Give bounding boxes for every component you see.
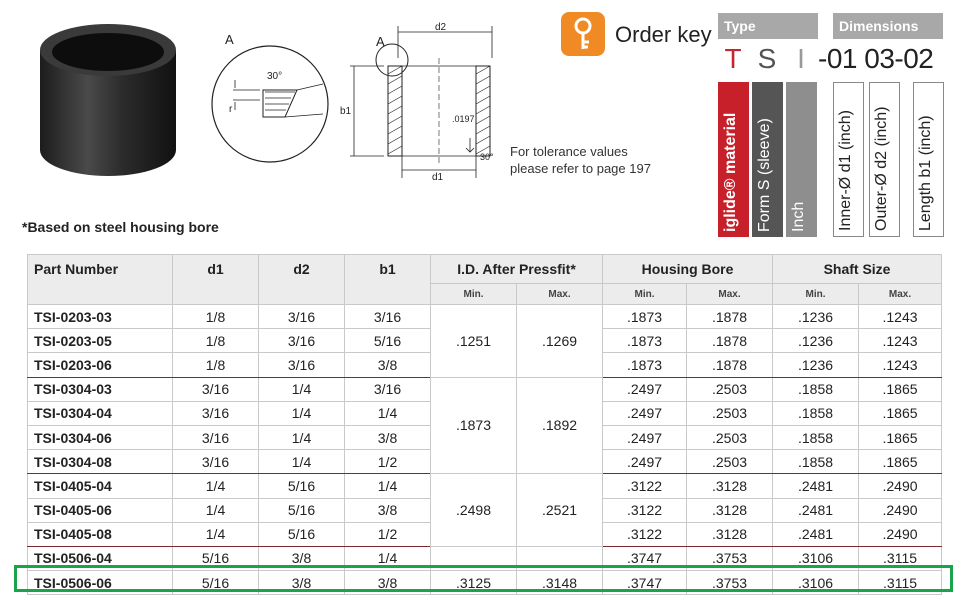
highlight-box: [14, 565, 953, 592]
cell-d2: 3/8: [259, 571, 345, 595]
cell-housing-min: .1873: [603, 305, 687, 329]
cell-d2: 1/4: [259, 450, 345, 474]
spec-table: [27, 254, 942, 595]
cell-part-number: TSI-0304-03: [28, 377, 173, 401]
cell-housing-min: .3747: [603, 546, 687, 570]
cell-housing-min: .3122: [603, 474, 687, 498]
cell-d1: 5/16: [173, 546, 259, 570]
cell-shaft-min: .2481: [773, 498, 859, 522]
bar-inch: [786, 82, 817, 237]
cell-b1: 1/4: [345, 401, 431, 425]
cell-housing-max: .3128: [687, 522, 773, 546]
cell-part-number: TSI-0405-04: [28, 474, 173, 498]
cell-shaft-max: .3115: [859, 546, 942, 570]
cell-d2: 1/4: [259, 377, 345, 401]
cell-d1: 3/16: [173, 425, 259, 449]
tolerance-note-line1: For tolerance values: [510, 144, 628, 159]
cell-housing-max: .3128: [687, 474, 773, 498]
code-s: S: [757, 43, 777, 74]
section-drawing: [340, 18, 515, 183]
cell-shaft-min: .1858: [773, 401, 859, 425]
cell-shaft-min: .2481: [773, 522, 859, 546]
section-angle: 30°: [480, 152, 494, 162]
cell-part-number: TSI-0203-06: [28, 353, 173, 377]
cell-housing-min: .3122: [603, 498, 687, 522]
code-dimensions: -01 03-02: [818, 43, 934, 74]
cell-shaft-max: .1865: [859, 425, 942, 449]
cell-housing-max: .2503: [687, 450, 773, 474]
bar-d2: [869, 82, 900, 237]
cell-shaft-min: .2481: [773, 474, 859, 498]
cell-shaft-max: .1243: [859, 353, 942, 377]
cell-shaft-max: .2490: [859, 522, 942, 546]
cell-part-number: TSI-0203-03: [28, 305, 173, 329]
detail-r: r: [229, 104, 233, 115]
cell-d2: 5/16: [259, 522, 345, 546]
cell-d1: 3/16: [173, 450, 259, 474]
cell-part-number: TSI-0405-06: [28, 498, 173, 522]
cell-housing-max: .2503: [687, 377, 773, 401]
cell-housing-min: .2497: [603, 425, 687, 449]
cell-d1: 1/4: [173, 498, 259, 522]
header-d2: d2: [259, 255, 345, 305]
cell-id-min: .3125: [431, 571, 517, 595]
cell-d1: 1/4: [173, 474, 259, 498]
cell-id-min: .1873: [431, 377, 517, 474]
detail-angle: 30°: [267, 71, 283, 82]
cell-part-number: TSI-0304-08: [28, 450, 173, 474]
cell-shaft-max: .1865: [859, 450, 942, 474]
cell-housing-min: .2497: [603, 401, 687, 425]
cell-housing-min: .2497: [603, 450, 687, 474]
bar-b1-label: Length b1 (inch): [917, 115, 934, 231]
cell-housing-max: .3128: [687, 498, 773, 522]
tolerance-note: [510, 143, 685, 177]
cell-d1: 3/16: [173, 401, 259, 425]
key-icon: [561, 12, 605, 56]
cell-d1: 3/16: [173, 377, 259, 401]
cell-d1: 1/4: [173, 522, 259, 546]
type-header: Type: [718, 13, 818, 39]
cell-housing-min: .3122: [603, 522, 687, 546]
detail-label: A: [225, 32, 234, 47]
cell-shaft-min: .1236: [773, 353, 859, 377]
cell-b1: 3/16: [345, 377, 431, 401]
section-d1: d1: [432, 172, 444, 183]
cell-housing-max: .3753: [687, 546, 773, 570]
cell-d1: 1/8: [173, 353, 259, 377]
cell-shaft-max: .2490: [859, 498, 942, 522]
cell-b1: 1/2: [345, 450, 431, 474]
cell-d2: 3/16: [259, 305, 345, 329]
section-b1: b1: [340, 106, 352, 117]
bar-form: [752, 82, 783, 237]
cell-d2: 1/4: [259, 425, 345, 449]
bar-d2-label: Outer-Ø d2 (inch): [873, 106, 890, 231]
cell-d2: 1/4: [259, 401, 345, 425]
detail-drawing: [205, 22, 335, 167]
cell-b1: 5/16: [345, 329, 431, 353]
cell-d1: 1/8: [173, 305, 259, 329]
cell-d2: 3/8: [259, 546, 345, 570]
header-id-min: Min.: [431, 284, 517, 305]
cell-housing-max: .1878: [687, 329, 773, 353]
cell-shaft-max: .1243: [859, 329, 942, 353]
cell-part-number: TSI-0203-05: [28, 329, 173, 353]
section-chamfer: .0197: [452, 114, 475, 124]
code-i: I: [797, 43, 805, 74]
cell-shaft-max: .3115: [859, 571, 942, 595]
cell-d1: 1/8: [173, 329, 259, 353]
cell-id-max: .3148: [517, 571, 603, 595]
cell-part-number: TSI-0304-04: [28, 401, 173, 425]
cell-shaft-max: .1865: [859, 401, 942, 425]
cell-housing-max: .1878: [687, 305, 773, 329]
cell-b1: 1/4: [345, 474, 431, 498]
cell-id-max: .1892: [517, 377, 603, 474]
cell-b1: 3/8: [345, 353, 431, 377]
cell-id-max: .1269: [517, 305, 603, 378]
cell-d2: 3/16: [259, 353, 345, 377]
header-part-number: Part Number: [28, 255, 173, 305]
table-row: [28, 305, 942, 329]
header-id-after-pressfit: I.D. After Pressfit*: [431, 255, 603, 284]
cell-shaft-min: .1858: [773, 377, 859, 401]
header-id-max: Max.: [517, 284, 603, 305]
cell-part-number: TSI-0506-04: [28, 546, 173, 570]
cell-d2: 3/16: [259, 329, 345, 353]
cell-housing-max: .2503: [687, 425, 773, 449]
cell-b1: 3/8: [345, 498, 431, 522]
cell-part-number: TSI-0304-06: [28, 425, 173, 449]
header-housing-max: Max.: [687, 284, 773, 305]
cell-b1: 1/2: [345, 522, 431, 546]
cell-housing-min: .3747: [603, 571, 687, 595]
cell-part-number: TSI-0405-08: [28, 522, 173, 546]
bar-material-label: iglide® material: [722, 112, 739, 232]
cell-id-max: .2521: [517, 474, 603, 547]
table-row: [28, 377, 942, 401]
header-b1: b1: [345, 255, 431, 305]
cell-id-min: .2498: [431, 474, 517, 547]
cell-shaft-min: .1236: [773, 329, 859, 353]
section-d2: d2: [435, 22, 447, 33]
bar-material: [718, 82, 749, 237]
cell-shaft-max: .1865: [859, 377, 942, 401]
bar-inch-label: Inch: [790, 201, 807, 232]
cell-shaft-min: .1858: [773, 450, 859, 474]
cell-housing-max: .2503: [687, 401, 773, 425]
cell-part-number: TSI-0506-06: [28, 571, 173, 595]
cell-b1: 3/8: [345, 571, 431, 595]
order-key-title: Order key: [615, 22, 712, 47]
header-d1: d1: [173, 255, 259, 305]
bar-d1-label: Inner-Ø d1 (inch): [837, 110, 854, 231]
cell-housing-max: .3753: [687, 571, 773, 595]
header-shaft-max: Max.: [859, 284, 942, 305]
cell-housing-min: .2497: [603, 377, 687, 401]
cell-housing-min: .1873: [603, 353, 687, 377]
cell-shaft-max: .1243: [859, 305, 942, 329]
cell-housing-max: .1878: [687, 353, 773, 377]
cell-id-min: .1251: [431, 305, 517, 378]
cell-shaft-min: .3106: [773, 546, 859, 570]
cell-d2: 5/16: [259, 474, 345, 498]
tolerance-note-line2: please refer to page 197: [510, 161, 651, 176]
dimensions-header: Dimensions: [833, 13, 943, 39]
cell-b1: 3/8: [345, 425, 431, 449]
bar-form-label: Form S (sleeve): [756, 118, 773, 232]
cell-b1: 3/16: [345, 305, 431, 329]
code-t: T: [724, 43, 742, 74]
cell-housing-min: .1873: [603, 329, 687, 353]
cell-shaft-max: .2490: [859, 474, 942, 498]
table-row: [28, 474, 942, 498]
cell-d1: 5/16: [173, 571, 259, 595]
section-label: A: [376, 34, 385, 49]
header-shaft-size: Shaft Size: [773, 255, 942, 284]
cell-shaft-min: .1236: [773, 305, 859, 329]
header-housing-min: Min.: [603, 284, 687, 305]
bar-b1: [913, 82, 944, 237]
cell-b1: 1/4: [345, 546, 431, 570]
cell-shaft-min: .1858: [773, 425, 859, 449]
cell-shaft-min: .3106: [773, 571, 859, 595]
cell-d2: 5/16: [259, 498, 345, 522]
bar-d1: [833, 82, 864, 237]
header-housing-bore: Housing Bore: [603, 255, 773, 284]
housing-note: *Based on steel housing bore: [22, 219, 219, 235]
header-shaft-min: Min.: [773, 284, 859, 305]
bushing-photo: [28, 10, 188, 185]
